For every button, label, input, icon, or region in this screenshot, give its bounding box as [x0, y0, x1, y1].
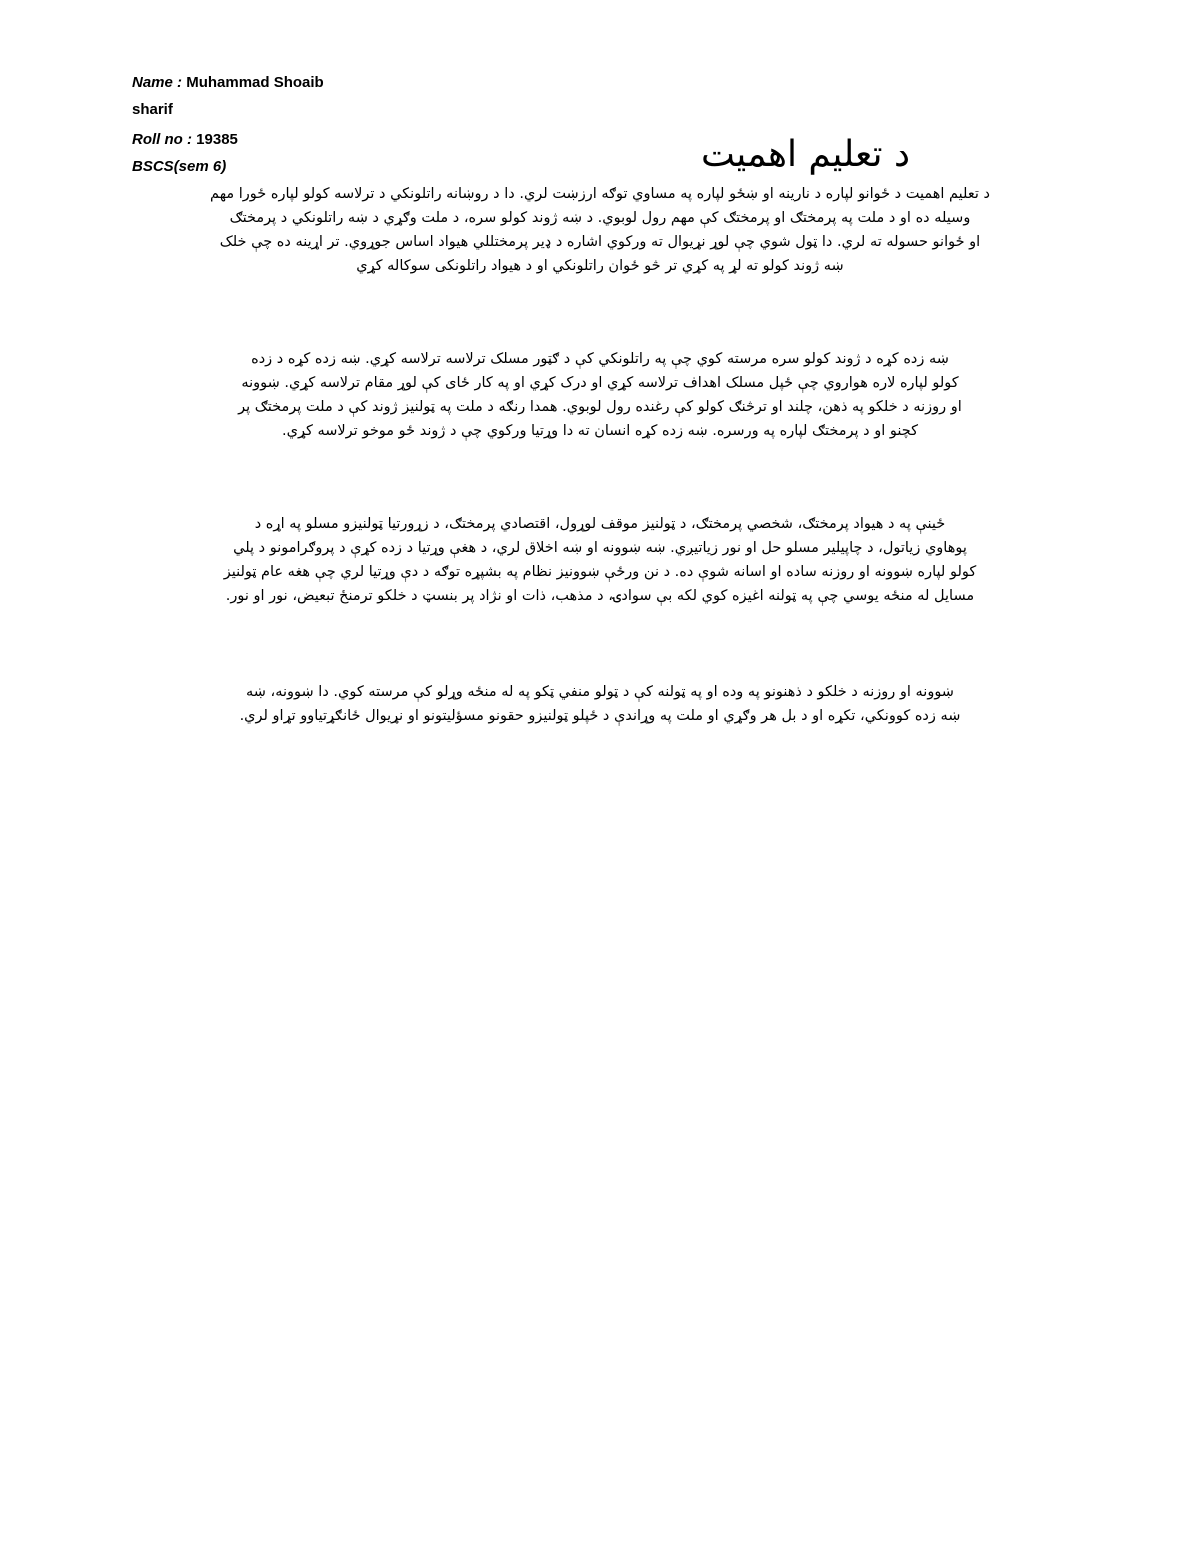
- document-title: د تعلیم اهمیت: [700, 134, 910, 175]
- paragraph-line: پوهاوي زیاتول، د چاپیلیر مسلو حل او نور زیاتیږي. ښه ښوونه او ښه اخلاق لري، د هغې وړتیا د زده کړې د پروګرامونو د پلي: [233, 540, 967, 556]
- paragraph-3: [140, 512, 1060, 608]
- paragraph-line: وسیله ده او د ملت په پرمختګ او پرمختګ کې مهم رول لوبوي. د ښه ژوند کولو سره، د ملت وګړي د ښه راتلونکي د پرمختګ: [229, 210, 971, 226]
- paragraph-line: ښه ژوند کولو ته لړ په کړي تر څو ځوان راتلونکي او د هیواد راتلونکی سوکاله کړي: [356, 258, 844, 274]
- paragraph-4: [140, 680, 1060, 728]
- paragraph-line: د تعلیم اهمیت د ځوانو لپاره د نارینه او ښځو لپاره په مساوي توګه ارزښت لري. دا د روښانه راتلونکي د ترلاسه کولو لپاره ځورا مهم: [210, 186, 990, 202]
- roll-label: Roll no :: [132, 131, 192, 148]
- paragraph-line: کولو لپاره لاره هواروي چې ځپل مسلک اهداف ترلاسه کړي او درک کړي او په کار ځای کې لوړ مقام ترلاسه کړي. ښوونه: [241, 375, 959, 391]
- roll-value: 19385: [192, 131, 238, 148]
- paragraph-line: ښه زده کړه د ژوند کولو سره مرسته کوي چې په راتلونکي کې د ګټور مسلک ترلاسه ترلاسه کړي. ښه زده کړه د زده: [251, 351, 949, 367]
- paragraph-2: [140, 347, 1060, 443]
- name-label: Name :: [132, 74, 183, 91]
- paragraph-line: ښوونه او روزنه د خلکو د ذهنونو په وده او په ټولنه کې د ټولو منفي ټکو په له منځه وړلو کې مرسته کوي. دا ښوونه، ښه: [246, 684, 954, 700]
- paragraph-line: ځینې په د هیواد پرمختګ، شخصي پرمختګ، د ټولنیز موقف لوړول، اقتصادي پرمختګ، د زړورتیا ټولنیزو مسلو په اړه د: [254, 516, 946, 532]
- paragraph-line: او ځوانو حسوله ته لري. دا ټول شوي چې لوړ نړیوال ته ورکوي اشاره د ډیر پرمختللي هیواد اساس جوړوي. تر اړینه ده چې خلک: [219, 234, 981, 250]
- class-label: BSCS: [132, 158, 174, 175]
- paragraph-line: مسایل له منځه یوسي چې په ټولنه اغیزه کوي لکه بې سوادۍ، د مذهب، ذات او نژاد پر بنسټ د خلکو ترمنځ تبعیض، نور او نور.: [225, 588, 975, 604]
- class-value: (sem 6): [173, 158, 227, 175]
- student-name-continuation: sharif: [132, 101, 173, 118]
- paragraph-line: ښه زده کوونکي، تکړه او د بل هر وګړي او ملت په وړاندې د ځپلو ټولنیزو حقونو مسؤلیتونو او نړیوال ځانګړتیاوو تړاو لري.: [239, 708, 961, 724]
- paragraph-line: کولو لپاره ښوونه او روزنه ساده او اسانه شوې ده. د نن ورځې ښوونیز نظام په بشپړه توګه د دې وړتیا لري چې هغه عام ټولنیز: [223, 564, 977, 580]
- paragraph-1: [140, 182, 1060, 278]
- class-line: [132, 158, 226, 175]
- name-value: Muhammad Shoaib: [182, 74, 324, 91]
- paragraph-line: او روزنه د خلکو په ذهن، چلند او ترڅنګ کولو کې رغنده رول لوبوي. همدا رنګه د ملت په ټولنیز ژوند کې د ملت پرمختګ پر: [238, 399, 962, 415]
- student-name-line: [132, 74, 324, 91]
- roll-number-line: [132, 131, 238, 148]
- paragraph-line: کچنو او د پرمختګ لپاره په ورسره. ښه زده کړه انسان ته دا وړتیا ورکوي چې د ژوند ځو موخو ترلاسه کړي.: [282, 423, 918, 439]
